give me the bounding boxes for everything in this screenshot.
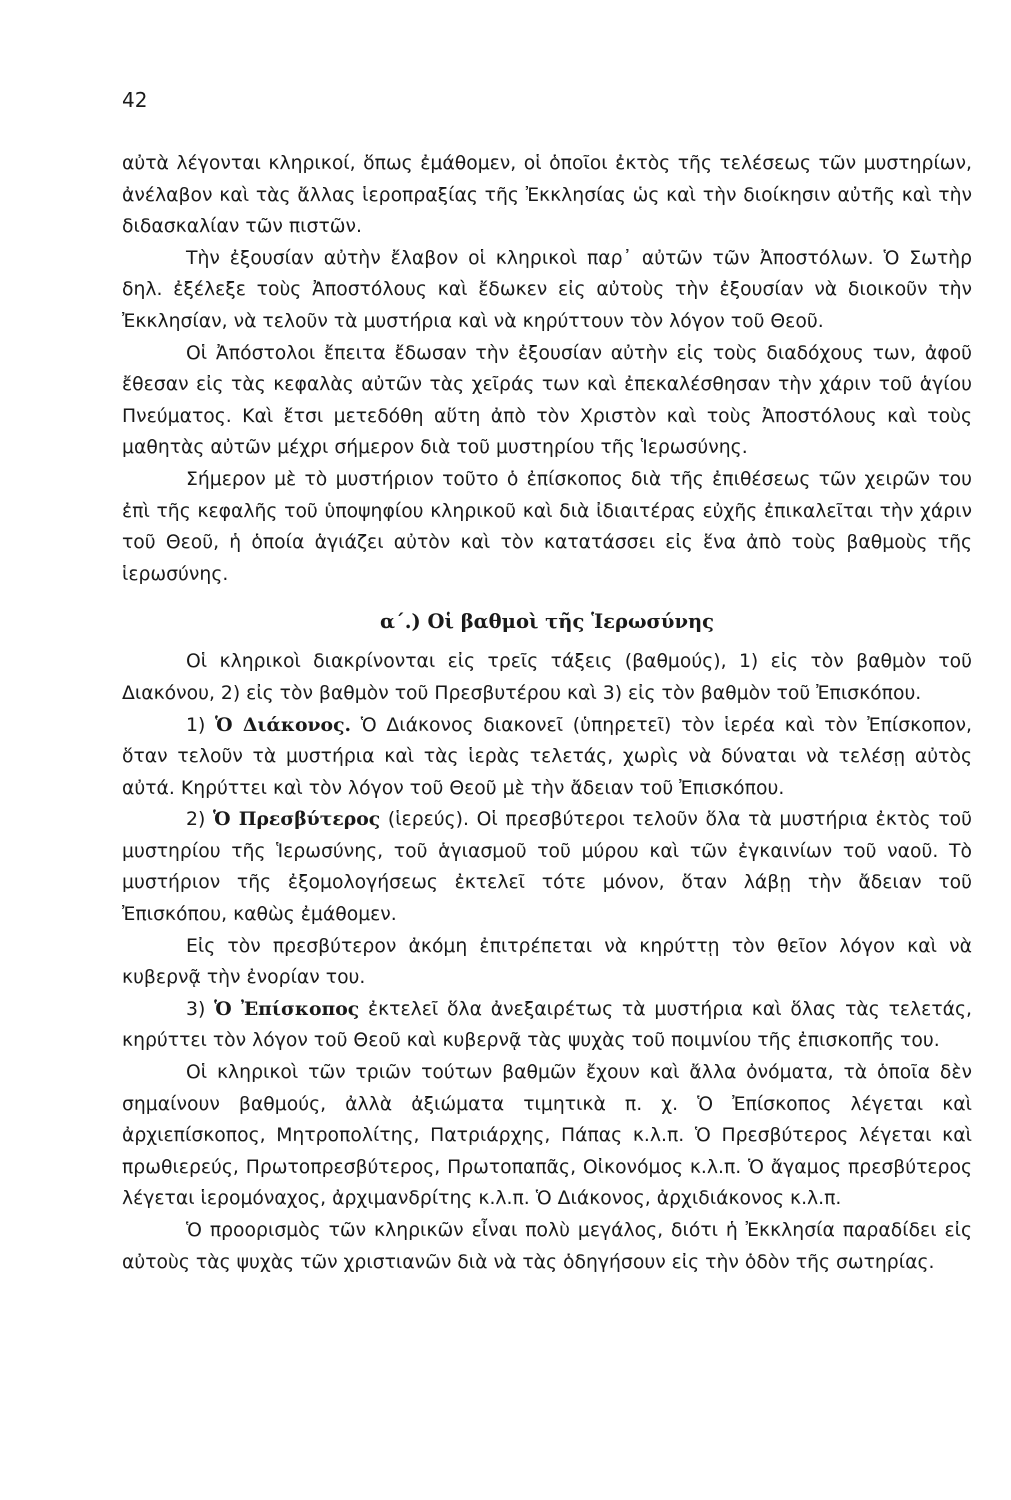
paragraph-10: Οἱ κληρικοὶ τῶν τριῶν τούτων βαθμῶν ἔχουν καὶ ἄλλα ὀνόματα, τὰ ὁποῖα δὲν σημαίνουν βαθμούς, ἀλλὰ ἀξιώματα τιμητικὰ π. χ. Ὁ Ἐπίσκοπος λέγεται καὶ ἀρχιεπίσκοπος, Μητροπολίτης, Πατριάρχης, Πάπας κ.λ.π. Ὁ Πρεσβύτερος λέγεται καὶ πρωθιερεύς, Πρωτοπρεσβύτερος, Πρωτοπαπᾶς, Οἰκονόμος κ.λ.π. Ὁ ἄγαμος πρεσβύτερος λέγεται ἱερομόναχος, ἀρχιμανδρίτης κ.λ.π. Ὁ Διάκονος, ἀρχιδιάκονος κ.λ.π. [122,1062,972,1210]
deacon-text: Ὁ Διάκονος διακονεῖ (ὑπηρετεῖ) τὸν ἱερέα καὶ τὸν Ἐπίσκοπον, ὅταν τελοῦν τὰ μυστήρια καὶ τὰς ἱερὰς τελετάς, χωρὶς νὰ δύναται νὰ τελέσῃ αὐτὸς αὐτά. Κηρύττει καὶ τὸν λόγον τοῦ Θεοῦ μὲ τὴν ἄδειαν τοῦ Ἐπισκόπου. [122,714,972,799]
paragraph-4: Σήμερον μὲ τὸ μυστήριον τοῦτο ὁ ἐπίσκοπος διὰ τῆς ἐπιθέσεως τῶν χειρῶν του ἐπὶ τῆς κεφαλῆς τοῦ ὑποψηφίου κληρικοῦ καὶ διὰ ἰδιαιτέρας εὐχῆς ἐπικαλεῖται τὴν χάριν τοῦ Θεοῦ, ἡ ὁποία ἁγιάζει αὐτὸν καὶ τὸν κατατάσσει εἰς ἕνα ἀπὸ τοὺς βαθμοὺς τῆς ἱερωσύνης. [122,468,972,585]
paragraph-bishop [122,994,972,1057]
paragraph-deacon [122,710,972,805]
page-number: 42 [122,88,148,112]
deacon-term: Ὁ Διάκονος. [214,713,352,736]
section-heading: α΄.) Οἱ βαθμοὶ τῆς Ἱερωσύνης [379,610,715,634]
paragraph-8: Εἰς τὸν πρεσβύτερον ἀκόμη ἐπιτρέπεται νὰ κηρύττῃ τὸν θεῖον λόγον καὶ νὰ κυβερνᾷ τὴν ἐνορίαν του. [122,935,972,989]
paragraph-5: Οἱ κληρικοὶ διακρίνονται εἰς τρεῖς τάξεις (βαθμούς), 1) εἰς τὸν βαθμὸν τοῦ Διακόνου, 2) εἰς τὸν βαθμὸν τοῦ Πρεσβυτέρου καὶ 3) εἰς τὸν βαθμὸν τοῦ Ἐπισκόπου. [122,651,972,704]
bishop-term: Ὁ Ἐπίσκοπος [214,997,360,1020]
deacon-number: 1) [186,714,215,736]
bishop-text: ἐκτελεῖ ὅλα ἀνεξαιρέτως τὰ μυστήρια καὶ ὅλας τὰς τελετάς, κηρύττει τὸν λόγον τοῦ Θεοῦ καὶ κυβερνᾷ τὰς ψυχὰς τοῦ ποιμνίου τῆς ἐπισκοπῆς του. [122,998,972,1052]
bishop-number: 3) [186,998,215,1020]
paragraph-3: Οἱ Ἀπόστολοι ἔπειτα ἔδωσαν τὴν ἐξουσίαν αὐτὴν εἰς τοὺς διαδόχους των, ἀφοῦ ἔθεσαν εἰς τὰς κεφαλὰς αὐτῶν τὰς χεῖράς των καὶ ἐπεκαλέσθησαν τὴν χάριν τοῦ ἁγίου Πνεύματος. Καὶ ἔτσι μετεδόθη αὕτη ἀπὸ τὸν Χριστὸν καὶ τοὺς Ἀποστόλους καὶ τοὺς μαθητὰς αὐτῶν μέχρι σήμερον διὰ τοῦ μυστηρίου τῆς Ἱερωσύνης. [122,342,972,459]
paragraph-presbyter [122,804,972,930]
presbyter-term: Ὁ Πρεσβύτερος [212,808,381,831]
paragraph-1: αὐτὰ λέγονται κληρικοί, ὅπως ἐμάθομεν, οἱ ὁποῖοι ἐκτὸς τῆς τελέσεως τῶν μυστηρίων, ἀνέλαβον καὶ τὰς ἄλλας ἱεροπραξίας τῆς Ἐκκλησίας ὡς καὶ τὴν διοίκησιν αὐτῆς καὶ τὴν διδασκαλίαν τῶν πιστῶν. [122,153,972,238]
presbyter-text: (ἱερεύς). Οἱ πρεσβύτεροι τελοῦν ὅλα τὰ μυστήρια ἐκτὸς τοῦ μυστηρίου τῆς Ἱερωσύνης, τοῦ ἁγιασμοῦ τοῦ μύρου καὶ τῶν ἐγκαινίων τοῦ ναοῦ. Τὸ μυστήριον τῆς ἐξομολογήσεως ἐκτελεῖ τότε μόνον, ὅταν λάβῃ τὴν ἄδειαν τοῦ Ἐπισκόπου, καθὼς ἐμάθομεν. [122,809,973,926]
paragraph-11: Ὁ προορισμὸς τῶν κληρικῶν εἶναι πολὺ μεγάλος, διότι ἡ Ἐκκλησία παραδίδει εἰς αὐτοὺς τὰς ψυχὰς τῶν χριστιανῶν διὰ νὰ τὰς ὁδηγήσουν εἰς τὴν ὁδὸν τῆς σωτηρίας. [122,1220,972,1273]
page-body [122,148,972,1278]
paragraph-2: Τὴν ἐξουσίαν αὐτὴν ἔλαβον οἱ κληρικοὶ παρ᾽ αὐτῶν τῶν Ἀποστόλων. Ὁ Σωτὴρ δηλ. ἐξέλεξε τοὺς Ἀποστόλους καὶ ἔδωκεν εἰς αὐτοὺς τὴν ἐξουσίαν νὰ διοικοῦν τὴν Ἐκκλησίαν, νὰ τελοῦν τὰ μυστήρια καὶ νὰ κηρύττουν τὸν λόγον τοῦ Θεοῦ. [122,247,972,332]
presbyter-number: 2) [186,809,213,831]
